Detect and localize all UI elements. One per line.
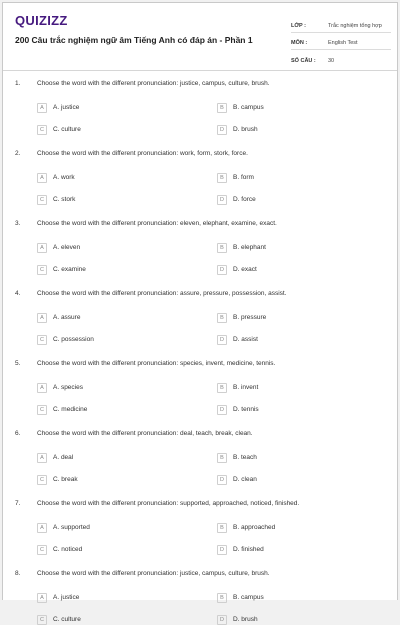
meta-value: 30 <box>328 58 335 64</box>
answer-option[interactable] <box>217 334 258 345</box>
option-letter-box[interactable]: B <box>217 383 227 393</box>
option-letter-box[interactable]: B <box>217 593 227 603</box>
question-text: Choose the word with the different pronunciation: assure, pressure, possession, assist. <box>37 290 287 297</box>
answer-option[interactable] <box>217 124 258 135</box>
option-letter-box[interactable]: B <box>217 243 227 253</box>
option-label: C. culture <box>53 126 81 133</box>
meta-value: English Test <box>328 40 358 46</box>
question-number: 3. <box>15 220 21 227</box>
option-letter-box[interactable]: D <box>217 195 227 205</box>
option-label: B. elephant <box>233 244 266 251</box>
option-label: B. teach <box>233 454 257 461</box>
option-letter-box[interactable]: A <box>37 103 47 113</box>
answer-option[interactable] <box>217 172 254 183</box>
answer-option[interactable] <box>217 242 266 253</box>
answer-option[interactable] <box>217 452 257 463</box>
worksheet-header <box>3 3 397 71</box>
option-label: A. supported <box>53 524 90 531</box>
option-label: A. work <box>53 174 75 181</box>
worksheet-page <box>2 2 398 623</box>
option-label: B. invent <box>233 384 259 391</box>
option-letter-box[interactable]: D <box>217 265 227 275</box>
option-letter-box[interactable]: C <box>37 335 47 345</box>
option-label: A. justice <box>53 594 80 601</box>
question-number: 8. <box>15 570 21 577</box>
question-text: Choose the word with the different pronunciation: justice, campus, culture, brush. <box>37 80 270 87</box>
question-text: Choose the word with the different pronunciation: eleven, elephant, examine, exact. <box>37 220 277 227</box>
answer-option[interactable] <box>37 312 80 323</box>
answer-option[interactable] <box>217 382 258 393</box>
meta-value: Trắc nghiệm tổng hợp <box>328 23 382 29</box>
meta-row-class <box>291 16 391 33</box>
option-label: C. break <box>53 476 78 483</box>
option-label: D. tennis <box>233 406 259 413</box>
option-label: A. justice <box>53 104 80 111</box>
meta-row-subject <box>291 33 391 50</box>
answer-option[interactable] <box>37 194 75 205</box>
option-label: D. exact <box>233 266 257 273</box>
option-letter-box[interactable]: A <box>37 383 47 393</box>
answer-option[interactable] <box>217 474 257 485</box>
question-text: Choose the word with the different pronunciation: justice, campus, culture, brush. <box>37 570 270 577</box>
option-label: C. culture <box>53 616 81 623</box>
question-number: 2. <box>15 150 21 157</box>
option-label: B. approached <box>233 524 276 531</box>
option-label: C. medicine <box>53 406 88 413</box>
option-letter-box[interactable]: A <box>37 313 47 323</box>
question-number: 7. <box>15 500 21 507</box>
option-letter-box[interactable]: A <box>37 523 47 533</box>
answer-option[interactable] <box>217 614 258 625</box>
answer-option[interactable] <box>217 544 264 555</box>
answer-option[interactable] <box>37 452 73 463</box>
answer-option[interactable] <box>37 124 81 135</box>
option-letter-box[interactable]: B <box>217 313 227 323</box>
option-letter-box[interactable]: B <box>217 523 227 533</box>
option-letter-box[interactable]: A <box>37 453 47 463</box>
answer-option[interactable] <box>37 404 87 415</box>
option-label: D. clean <box>233 476 257 483</box>
option-letter-box[interactable]: C <box>37 615 47 625</box>
option-label: A. deal <box>53 454 74 461</box>
question-number: 5. <box>15 360 21 367</box>
option-label: A. assure <box>53 314 81 321</box>
option-label: C. noticed <box>53 546 83 553</box>
answer-option[interactable] <box>37 242 80 253</box>
answer-option[interactable] <box>37 614 81 625</box>
answer-option[interactable] <box>37 382 83 393</box>
option-letter-box[interactable]: C <box>37 405 47 415</box>
meta-key: SỐ CÂU : <box>291 58 316 64</box>
option-letter-box[interactable]: C <box>37 195 47 205</box>
answer-option[interactable] <box>37 474 78 485</box>
answer-option[interactable] <box>37 172 75 183</box>
option-label: B. campus <box>233 594 264 601</box>
answer-option[interactable] <box>37 334 94 345</box>
question-text: Choose the word with the different pronunciation: deal, teach, break, clean. <box>37 430 253 437</box>
option-label: D. force <box>233 196 256 203</box>
meta-row-count <box>291 50 391 67</box>
option-letter-box[interactable]: C <box>37 545 47 555</box>
option-label: B. form <box>233 174 254 181</box>
option-letter-box[interactable]: D <box>217 615 227 625</box>
answer-option[interactable] <box>217 404 259 415</box>
answer-option[interactable] <box>217 592 264 603</box>
option-letter-box[interactable]: A <box>37 243 47 253</box>
question-text: Choose the word with the different pronunciation: species, invent, medicine, tennis. <box>37 360 276 367</box>
option-label: B. campus <box>233 104 264 111</box>
option-letter-box[interactable]: C <box>37 265 47 275</box>
meta-key: LỚP : <box>291 23 306 29</box>
answer-option[interactable] <box>217 522 275 533</box>
option-letter-box[interactable]: A <box>37 593 47 603</box>
option-label: D. finished <box>233 546 264 553</box>
option-label: D. assist <box>233 336 258 343</box>
option-letter-box[interactable]: C <box>37 475 47 485</box>
question-number: 4. <box>15 290 21 297</box>
option-letter-box[interactable]: D <box>217 335 227 345</box>
option-letter-box[interactable]: B <box>217 453 227 463</box>
question-number: 6. <box>15 430 21 437</box>
option-label: C. stork <box>53 196 76 203</box>
answer-option[interactable] <box>37 522 90 533</box>
question-text: Choose the word with the different pronunciation: work, form, stork, force. <box>37 150 248 157</box>
answer-option[interactable] <box>37 264 86 275</box>
answer-option[interactable] <box>37 592 79 603</box>
option-label: B. pressure <box>233 314 267 321</box>
option-label: C. examine <box>53 266 86 273</box>
option-letter-box[interactable]: D <box>217 405 227 415</box>
option-label: D. brush <box>233 126 258 133</box>
option-label: A. species <box>53 384 83 391</box>
answer-option[interactable] <box>217 194 256 205</box>
answer-option[interactable] <box>217 312 266 323</box>
answer-option[interactable] <box>37 102 79 113</box>
option-letter-box[interactable]: D <box>217 545 227 555</box>
option-label: D. brush <box>233 616 258 623</box>
option-label: A. eleven <box>53 244 81 251</box>
option-letter-box[interactable]: D <box>217 475 227 485</box>
option-letter-box[interactable]: D <box>217 125 227 135</box>
answer-option[interactable] <box>217 264 257 275</box>
option-letter-box[interactable]: B <box>217 103 227 113</box>
answer-option[interactable] <box>217 102 264 113</box>
question-number: 1. <box>15 80 21 87</box>
quizizz-logo: QUIZIZZ <box>15 13 68 28</box>
page-title: 200 Câu trắc nghiệm ngữ âm Tiếng Anh có đáp án - Phần 1 <box>15 35 253 45</box>
worksheet-meta <box>291 16 391 67</box>
option-letter-box[interactable]: A <box>37 173 47 183</box>
meta-key: MÔN : <box>291 40 308 46</box>
option-label: C. possession <box>53 336 94 343</box>
answer-option[interactable] <box>37 544 82 555</box>
option-letter-box[interactable]: B <box>217 173 227 183</box>
option-letter-box[interactable]: C <box>37 125 47 135</box>
question-text: Choose the word with the different pronunciation: supported, approached, noticed, finished. <box>37 500 300 507</box>
